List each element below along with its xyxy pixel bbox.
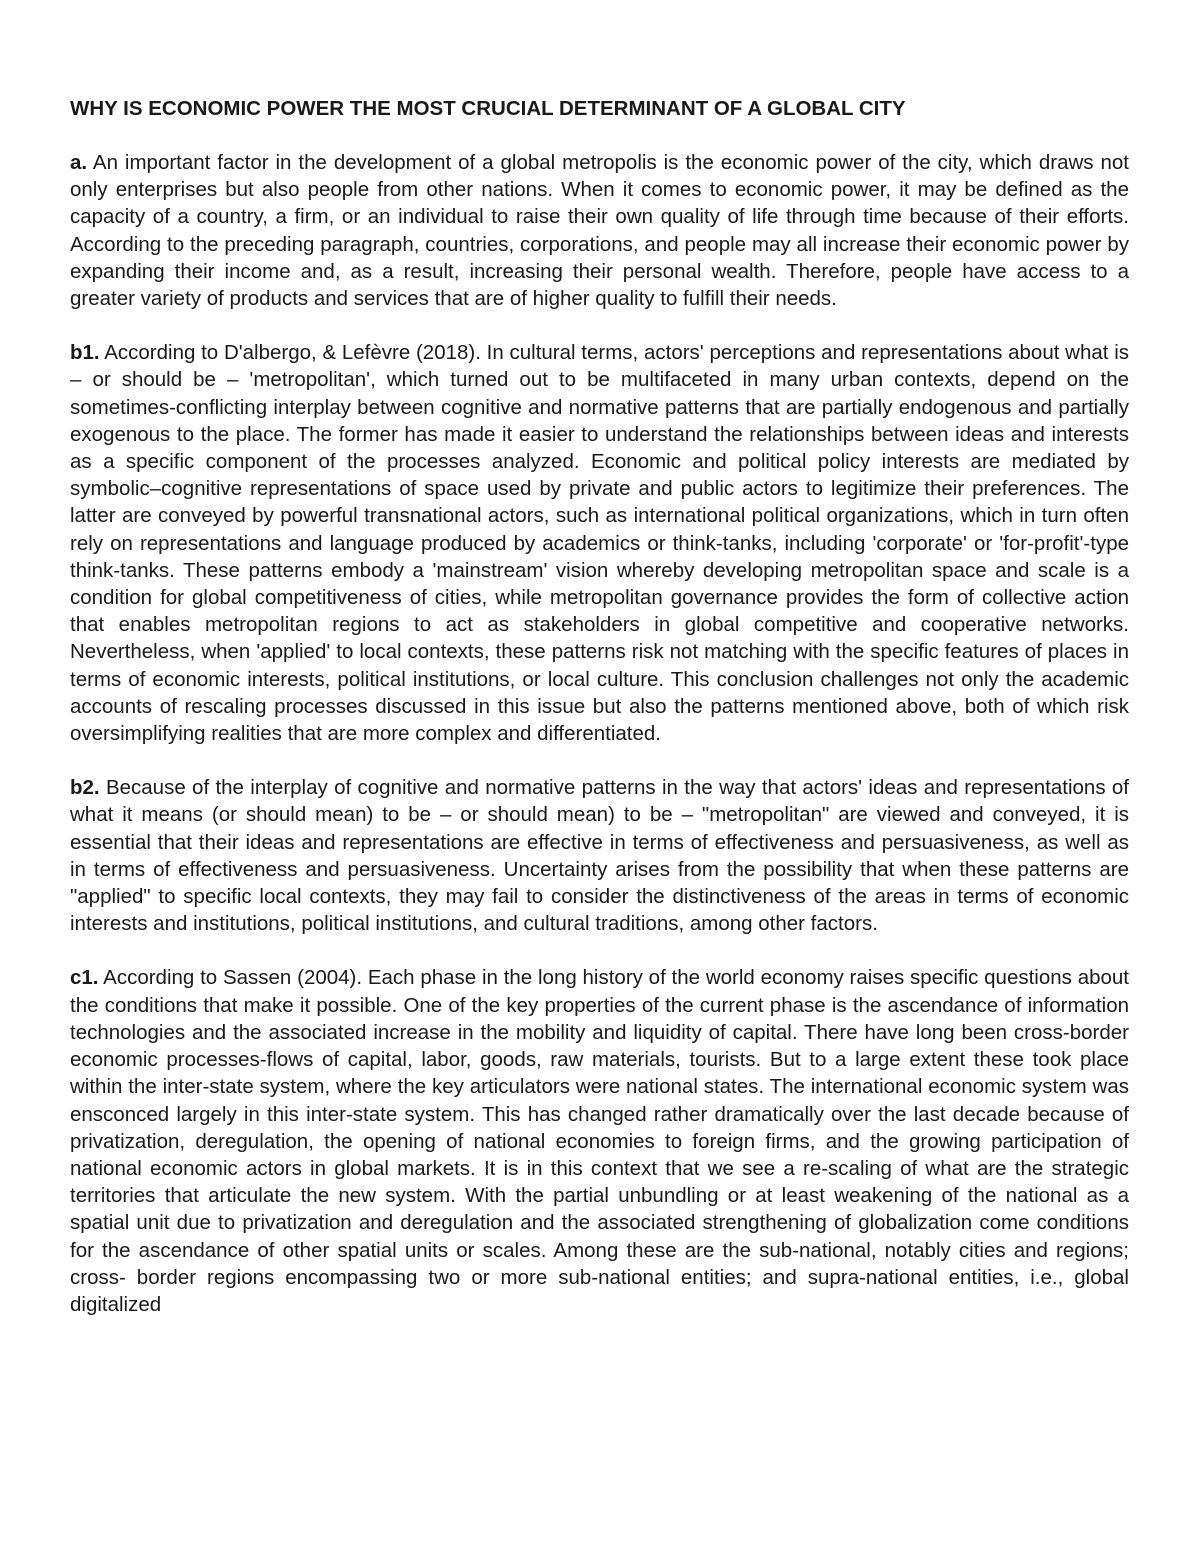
paragraph-text: Because of the interplay of cognitive and normative patterns in the way that actors' ideas and representations of what it means (or should mean) to be – or should mean) to be – "metropolitan" are viewed and conveyed, it is essential that their ideas and representations are effective in terms of effectiveness and persuasiveness, as well as in terms of effectiveness and persuasiveness. Uncertainty arises from the possibility that when these patterns are "applied" to specific local contexts, they may fail to consider the distinctiveness of the areas in terms of economic interests and institutions, political institutions, and cultural traditions, among other factors. bbox=[70, 776, 1129, 936]
paragraph-b1 bbox=[70, 339, 1129, 747]
paragraph-label: a. bbox=[70, 151, 88, 174]
paragraph-label: b2. bbox=[70, 776, 100, 800]
paragraph-label: c1. bbox=[70, 966, 99, 990]
paragraph-text: An important factor in the development of a global metropolis is the economic power of the city, which draws not only enterprises but also people from other nations. When it comes to economic power, it may be defined as the capacity of a country, a firm, or an individual to raise their own quality of life through time because of their efforts. According to the preceding paragraph, countries, corporations, and people may all increase their economic power by expanding their income and, as a result, increasing their personal wealth. Therefore, people have access to a greater variety of products and services that are of higher quality to fulfill their needs. bbox=[70, 151, 1129, 311]
paragraph-c1 bbox=[70, 964, 1129, 1318]
paragraph-text: According to D'albergo, & Lefèvre (2018). In cultural terms, actors' perceptions and representations about what is – or should be – 'metropolitan', which turned out to be multifaceted in many urban contexts, depend on the sometimes-conflicting interplay between cognitive and normative patterns that are partially endogenous and partially exogenous to the place. The former has made it easier to understand the relationships between ideas and interests as a specific component of the processes analyzed. Economic and political policy interests are mediated by symbolic–cognitive representations of space used by private and public actors to legitimize their preferences. The latter are conveyed by powerful transnational actors, such as international political organizations, which in turn often rely on representations and language produced by academics or think-tanks, including 'corporate' or 'for-profit'-type think-tanks. These patterns embody a 'mainstream' vision whereby developing metropolitan space and scale is a condition for global competitiveness of cities, while metropolitan governance provides the form of collective action that enables metropolitan regions to act as stakeholders in global competitive and cooperative networks. Nevertheless, when 'applied' to local contexts, these patterns risk not matching with the specific features of places in terms of economic interests, political institutions, or local culture. This conclusion challenges not only the academic accounts of rescaling processes discussed in this issue but also the patterns mentioned above, both of which risk oversimplifying realities that are more complex and differentiated. bbox=[70, 341, 1129, 746]
document-title: WHY IS ECONOMIC POWER THE MOST CRUCIAL DETERMINANT OF A GLOBAL CITY bbox=[70, 97, 906, 120]
paragraph-label: b1. bbox=[70, 341, 100, 365]
document-page bbox=[70, 95, 1129, 1318]
paragraph-a bbox=[70, 149, 1129, 312]
paragraph-text: According to Sassen (2004). Each phase in the long history of the world economy raises specific questions about the conditions that make it possible. One of the key properties of the current phase is the ascendance of information technologies and the associated increase in the mobility and liquidity of capital. There have long been cross-border economic processes-flows of capital, labor, goods, raw materials, tourists. But to a large extent these took place within the inter-state system, where the key articulators were national states. The international economic system was ensconced largely in this inter-state system. This has changed rather dramatically over the last decade because of privatization, deregulation, the opening of national economies to foreign firms, and the growing participation of national economic actors in global markets. It is in this context that we see a re-scaling of what are the strategic territories that articulate the new system. With the partial unbundling or at least weakening of the national as a spatial unit due to privatization and deregulation and the associated strengthening of globalization come conditions for the ascendance of other spatial units or scales. Among these are the sub-national, notably cities and regions; cross- border regions encompassing two or more sub-national entities; and supra-national entities, i.e., global digitalized bbox=[70, 966, 1129, 1316]
paragraph-b2 bbox=[70, 774, 1129, 937]
